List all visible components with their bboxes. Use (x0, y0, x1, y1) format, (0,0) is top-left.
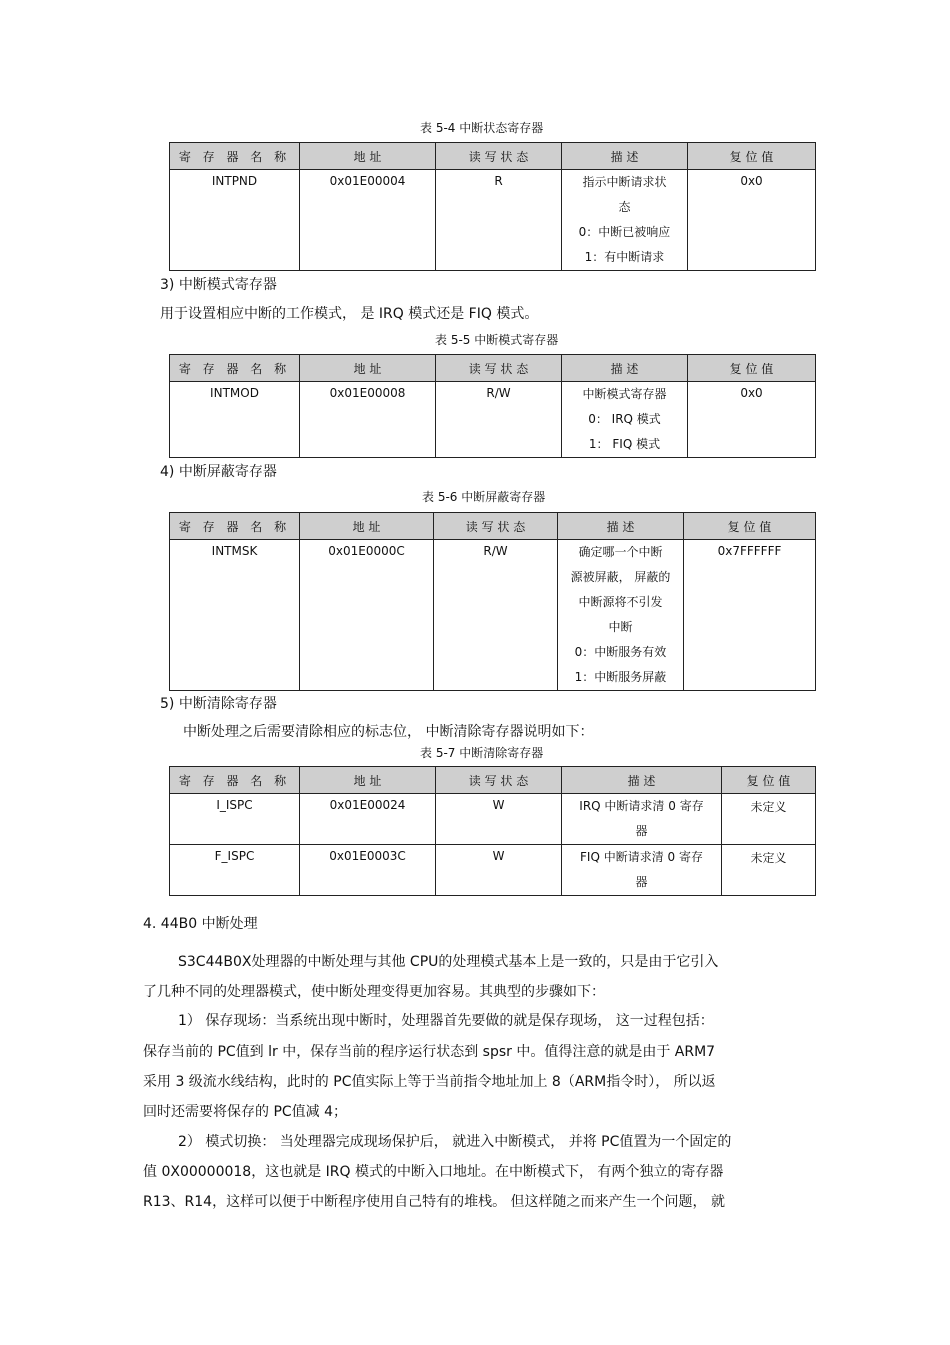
paragraph-line: 保存当前的 PC值到 lr 中，保存当前的程序运行状态到 spsr 中。值得注意的就是由于 ARM7 (143, 1044, 716, 1060)
col-header-reset: 复 位 值 (722, 767, 816, 794)
table-5-5 (169, 354, 816, 458)
cell-description: 指示中断请求状 态 0：中断已被响应 1：有中断请求 (562, 170, 688, 271)
col-header-reset: 复 位 值 (688, 143, 816, 170)
col-header-address: 地 址 (300, 143, 436, 170)
col-header-desc: 描 述 (562, 143, 688, 170)
paragraph-line: R13、R14，这样可以便于中断程序使用自己特有的堆栈。 但这样随之而来产生一个问题， 就 (143, 1194, 725, 1210)
table-5-7-caption: 表 5-7 中断清除寄存器 (420, 746, 544, 760)
table-5-4-caption: 表 5-4 中断状态寄存器 (420, 121, 544, 135)
cell-register-name: I_ISPC (170, 794, 300, 845)
cell-description: IRQ 中断请求清 0 寄存 器 (562, 794, 722, 845)
col-header-rw: 读 写 状 态 (436, 143, 562, 170)
table-row (170, 794, 816, 845)
cell-register-name: INTPND (170, 170, 300, 271)
chapter-heading: 4. 44B0 中断处理 (143, 916, 258, 932)
table-row (170, 382, 816, 458)
table-row (170, 170, 816, 271)
table-header-row (170, 143, 816, 170)
cell-reset: 0x7FFFFFF (684, 540, 816, 691)
section-5-text: 中断处理之后需要清除相应的标志位， 中断清除寄存器说明如下： (183, 724, 594, 740)
paragraph-line: 回时还需要将保存的 PC值减 4； (143, 1104, 348, 1120)
cell-address: 0x01E0000C (300, 540, 434, 691)
cell-address: 0x01E00004 (300, 170, 436, 271)
col-header-name: 寄 存 器 名 称 (170, 355, 300, 382)
col-header-rw: 读 写 状 态 (436, 767, 562, 794)
cell-address: 0x01E0003C (300, 845, 436, 896)
col-header-address: 地 址 (300, 355, 436, 382)
paragraph-line: 1） 保存现场：当系统出现中断时，处理器首先要做的就是保存现场， 这一过程包括： (178, 1013, 714, 1029)
table-5-6 (169, 512, 816, 691)
cell-register-name: INTMSK (170, 540, 300, 691)
table-5-5-caption: 表 5-5 中断模式寄存器 (435, 333, 559, 347)
paragraph-line: 采用 3 级流水线结构，此时的 PC值实际上等于当前指令地址加上 8（ARM指令时）， 所以返 (143, 1074, 716, 1090)
paragraph-line: 2） 模式切换： 当处理器完成现场保护后， 就进入中断模式， 并将 PC值置为一个固定的 (178, 1134, 732, 1150)
cell-rw: R/W (434, 540, 558, 691)
cell-reset: 0x0 (688, 382, 816, 458)
col-header-reset: 复 位 值 (684, 513, 816, 540)
col-header-reset: 复 位 值 (688, 355, 816, 382)
paragraph-line: 了几种不同的处理器模式，使中断处理变得更加容易。其典型的步骤如下： (143, 984, 605, 1000)
cell-rw: R/W (436, 382, 562, 458)
col-header-name: 寄 存 器 名 称 (170, 767, 300, 794)
cell-description: FIQ 中断请求清 0 寄存 器 (562, 845, 722, 896)
cell-rw: W (436, 794, 562, 845)
cell-register-name: INTMOD (170, 382, 300, 458)
col-header-desc: 描 述 (562, 767, 722, 794)
section-4-heading: 4) 中断屏蔽寄存器 (160, 464, 277, 480)
col-header-address: 地 址 (300, 513, 434, 540)
section-3-text: 用于设置相应中断的工作模式， 是 IRQ 模式还是 FIQ 模式。 (160, 306, 539, 322)
table-5-4 (169, 142, 816, 271)
paragraph-line: 值 0X00000018，这也就是 IRQ 模式的中断入口地址。在中断模式下， 有两个独立的寄存器 (143, 1164, 724, 1180)
cell-rw: R (436, 170, 562, 271)
col-header-address: 地 址 (300, 767, 436, 794)
col-header-name: 寄 存 器 名 称 (170, 143, 300, 170)
table-header-row (170, 513, 816, 540)
col-header-name: 寄 存 器 名 称 (170, 513, 300, 540)
table-5-7 (169, 766, 816, 896)
section-3-heading: 3) 中断模式寄存器 (160, 277, 277, 293)
col-header-desc: 描 述 (558, 513, 684, 540)
cell-description: 中断模式寄存器 0： IRQ 模式 1： FIQ 模式 (562, 382, 688, 458)
section-5-heading: 5) 中断清除寄存器 (160, 696, 277, 712)
cell-rw: W (436, 845, 562, 896)
cell-reset: 未定义 (722, 794, 816, 845)
cell-description: 确定哪一个中断 源被屏蔽， 屏蔽的 中断源将不引发 中断 0：中断服务有效 1：中断服务屏蔽 (558, 540, 684, 691)
cell-address: 0x01E00008 (300, 382, 436, 458)
cell-address: 0x01E00024 (300, 794, 436, 845)
cell-reset: 0x0 (688, 170, 816, 271)
cell-reset: 未定义 (722, 845, 816, 896)
table-5-6-caption: 表 5-6 中断屏蔽寄存器 (422, 490, 546, 504)
cell-register-name: F_ISPC (170, 845, 300, 896)
col-header-desc: 描 述 (562, 355, 688, 382)
col-header-rw: 读 写 状 态 (436, 355, 562, 382)
table-row (170, 845, 816, 896)
table-row (170, 540, 816, 691)
paragraph-line: S3C44B0X处理器的中断处理与其他 CPU的处理模式基本上是一致的，只是由于它引入 (178, 954, 719, 970)
col-header-rw: 读 写 状 态 (434, 513, 558, 540)
table-header-row (170, 767, 816, 794)
table-header-row (170, 355, 816, 382)
